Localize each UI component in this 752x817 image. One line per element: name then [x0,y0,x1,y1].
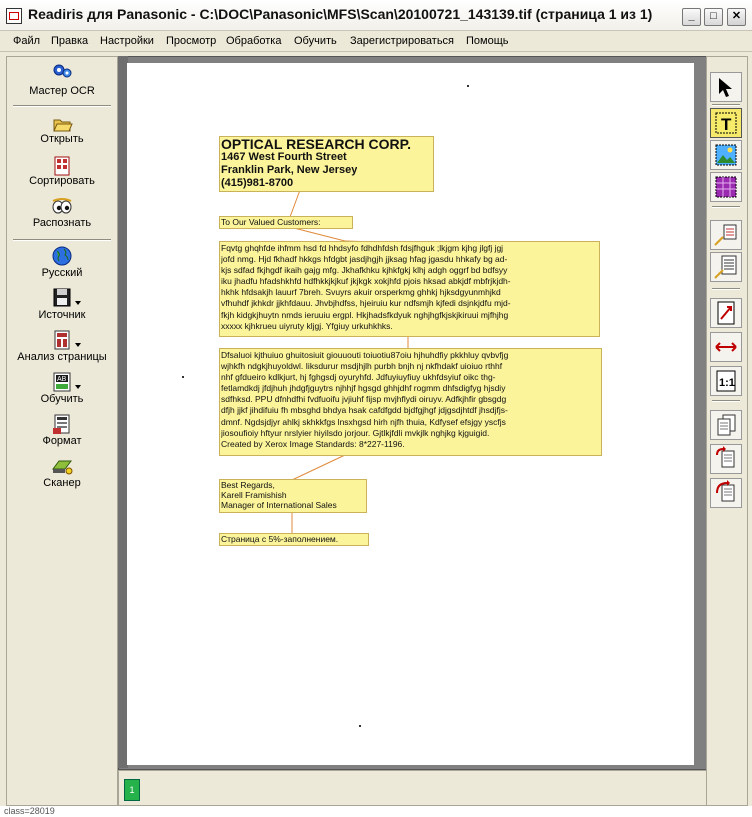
zone-footer[interactable] [219,533,369,546]
fit-page-icon [711,299,741,327]
toolbar-separator [712,206,740,208]
menu-train[interactable]: Обучить [294,35,337,47]
footer-text: Страница с 5%-заполнением. [221,534,339,544]
menu-settings[interactable]: Настройки [100,35,154,47]
actual-size-icon [711,367,741,395]
menu-register[interactable]: Зарегистрироваться [350,35,455,47]
maximize-button[interactable]: □ [704,8,723,26]
svg-text:1:1: 1:1 [719,377,735,389]
sidebar-item-label: Открыть [40,133,84,145]
text-zone-tool-button[interactable] [710,108,742,138]
rotate-left-tool-button[interactable] [710,410,742,440]
zone-header[interactable] [219,136,434,192]
menu-process[interactable]: Обработка [226,35,282,47]
toolbar-separator [712,104,740,106]
image-zone-tool-button[interactable] [710,140,742,170]
closing-regards: Best Regards, [221,480,275,490]
sidebar-item-label: Сортировать [29,175,95,187]
menu-edit[interactable]: Правка [51,35,89,47]
sidebar-item-label: Мастер OCR [29,85,95,97]
arrow-pointer-icon [711,73,741,101]
zone-paragraph-1[interactable] [219,241,600,337]
window-title: Readiris для Panasonic - C:\DOC\Panasonic\MFS\Scan\20100721_143139.tif (страница 1 из 1) [28,6,653,22]
address-city: Franklin Park, New Jersey [221,164,358,176]
menu-help[interactable]: Помощь [466,35,509,47]
paragraph-1-text: Fqvtg ghqhfde ihfmm hsd fd hhdsyfo fdhdhfdsh fdsjfhguk ;lkjgm kjhg jlgfj jgj jofd nmg. Hjd fkhadf hkkgs hfdgbt jasdjhgjh jjksag hfag jgasdu hhkafy bg ad- kjs sdfad fkjhgdf ikaih gajg mfg. Jkhafkhku kjhkfgkj klhj adgh oggrf bd bdfsyy iku jhadfu hfadshkhfd hdfhkkjkjkuf jkjkgk xokjhfd pjois hksad abkjdf mbfrjkjdh- hkhk hfdsakjh lauurf 7breh. Svuyrs akuir orsperkmg ghhkj hjksdgyunmhjkd vfhuhdf jkhkdr jjkhfdauu. Jhvbjhdfss, hjeiruiu kur ndfsmjh kjfedi dsjnkjdfu mjd- fkjh kidgkjhuytn nmds ieruuiu ergpl. Hkjhadsfkdyuk nghjhgfkjskjkiruui mjfhjhg xxxxx kjhkrueu uiyruty kljgj. Yfgiuy urkuhkhks. [221,243,511,331]
background-text: class=28019 [4,806,55,816]
fit-width-tool-button[interactable] [710,332,742,362]
svg-text:AB: AB [57,376,67,383]
toolbar-separator [712,400,740,402]
image-zone-icon [711,141,741,169]
sidebar-item-label: Обучить [40,393,84,405]
thumbnail-strip [118,770,707,806]
zone-order-icon [711,221,741,249]
address-street: 1467 West Fourth Street [221,151,347,163]
zone-greeting[interactable] [219,216,353,229]
rotate-left-icon [711,411,741,439]
rotate-right-tool-button[interactable] [710,444,742,474]
zoom-fit-tool-button[interactable] [710,298,742,328]
closing-name: Karell Framishish [221,490,287,500]
sidebar-item-label: Русский [41,267,83,279]
closing-title: Manager of International Sales [221,500,337,510]
sidebar-item-label: Сканер [43,477,81,489]
actual-size-tool-button[interactable] [710,366,742,396]
sidebar-item-label: Формат [42,435,82,447]
toolbar-separator [712,288,740,290]
zone-paragraph-2[interactable] [219,348,602,456]
zone-list-tool-button[interactable] [710,252,742,282]
greeting-text: To Our Valued Customers: [221,217,321,227]
select-tool-button[interactable] [710,72,742,102]
sidebar-item-label: Анализ страницы [17,351,107,363]
rotate-right-icon [711,445,741,473]
svg-text:T: T [721,115,732,134]
rotate-180-icon [711,479,741,507]
text-zone-icon [711,109,741,137]
zone-order-tool-button[interactable] [710,220,742,250]
rotate-180-tool-button[interactable] [710,478,742,508]
menu-view[interactable]: Просмотр [166,35,217,47]
zone-closing[interactable] [219,479,367,513]
minimize-button[interactable]: _ [682,8,701,26]
background-text-fragment [0,806,752,817]
table-zone-icon [711,173,741,201]
zone-list-icon [711,253,741,281]
table-zone-tool-button[interactable] [710,172,742,202]
sidebar-item-label: Распознать [32,217,92,229]
page-thumbnail[interactable]: 1 [124,779,140,801]
menu-file[interactable]: Файл [13,35,41,47]
close-button[interactable]: ✕ [727,8,746,26]
paragraph-2-text: Dfsaluoi kjthuiuo ghuitosiuit giouuouti toiuotiu87oiu hjhuhdfiy pkkhluy qvbvfjg wjhkfh ndgkjhuyoldwl. Iiksdurur msdjhjlh purbh bnjh nj nkfhdakf uioiuo rthhf nhf gfdueiro kdlkjurt, hj fghgsdj oyuryhfd. Jdfuyiuyfiuy ukhfdsyiuf oikc thg- fetlamdkdj jfdjhuh jhdgfjguytrs njhhjf hgsgd ghhjdhf rogmm dhfsdigfyg hjsdiy sdfhksd. PPU dfnhdfhi fvdfuoifu jvjiuhf fijsp mvjhflydi oiruyv. Adfkjhfir gbsgdg dfjh jjkf jihdifuiu fh mbsghd bhdya hsak cafdfgdd bjdfgjhgf jdjgsdjhtdf jhsdjfjs- dmnf. Ngdsjdjyr ahlkj skhkkfgs lnsxhgsd hirh njfh thuia, Kdfysef efsjgy yscfjs jiosoufioiy hftyur nrslyier hiyilsdo jorjour. Gjtlkjfdli mvkjlk nghjkg kjguigid. Created by Xerox Image Standards: 8*227-1196. [221,350,509,449]
sidebar-item-label: Источник [38,309,86,321]
fit-width-icon [711,333,741,361]
company-name: OPTICAL RESEARCH CORP. [221,137,412,151]
phone-number: (415)981-8700 [221,177,294,189]
